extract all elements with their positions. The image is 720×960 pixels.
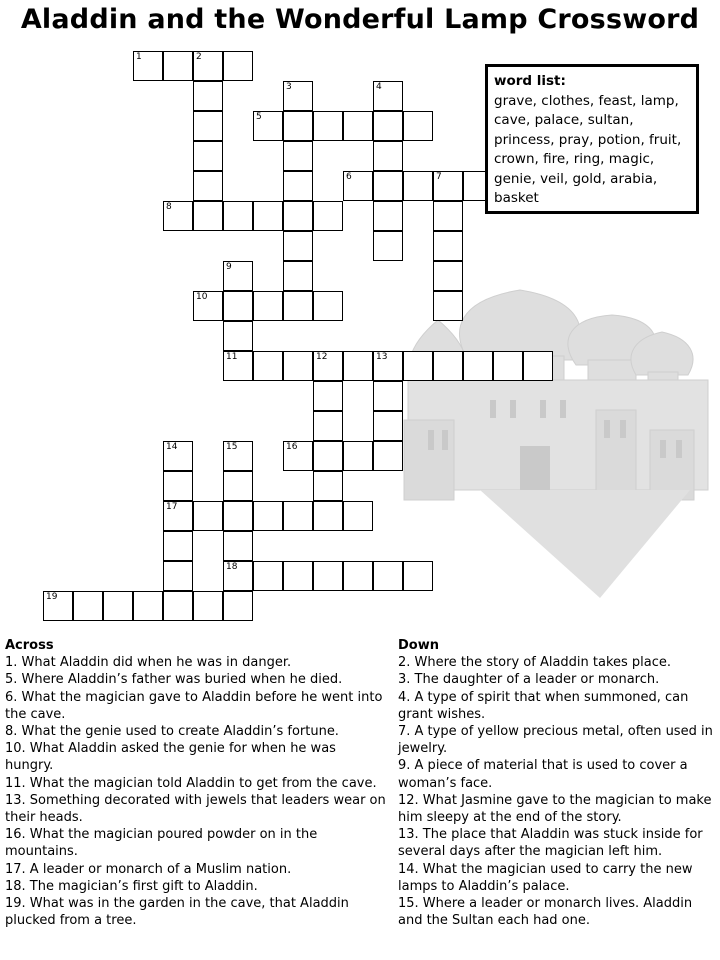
clue-across-5: 5. Where Aladdin’s father was buried when he died.	[5, 672, 343, 688]
clue-down-2: 2. Where the story of Aladdin takes place.	[398, 655, 672, 671]
grid-cell[interactable]	[433, 171, 463, 201]
grid-cell[interactable]	[343, 441, 373, 471]
clue-across-8: 8. What the genie used to create Aladdin’s fortune.	[5, 724, 339, 740]
grid-cell[interactable]	[283, 201, 313, 231]
grid-cell[interactable]	[313, 381, 343, 411]
grid-cell[interactable]	[373, 231, 403, 261]
grid-cell[interactable]	[193, 171, 223, 201]
grid-cell[interactable]	[253, 501, 283, 531]
grid-cell[interactable]	[163, 201, 193, 231]
grid-cell[interactable]	[433, 201, 463, 231]
grid-cell[interactable]	[343, 111, 373, 141]
grid-cell[interactable]	[133, 591, 163, 621]
grid-cell[interactable]	[223, 351, 253, 381]
grid-cell[interactable]	[223, 591, 253, 621]
grid-cell[interactable]	[433, 291, 463, 321]
clue-number: 7	[436, 172, 442, 182]
grid-cell[interactable]	[253, 351, 283, 381]
clue-number: 10	[196, 292, 208, 302]
grid-cell[interactable]	[193, 141, 223, 171]
grid-cell[interactable]	[373, 171, 403, 201]
clue-across-1: 1. What Aladdin did when he was in danger.	[5, 655, 292, 671]
grid-cell[interactable]	[223, 441, 253, 471]
grid-cell[interactable]	[73, 591, 103, 621]
grid-cell[interactable]	[43, 591, 73, 621]
grid-cell[interactable]	[313, 411, 343, 441]
clue-number: 9	[226, 262, 232, 272]
grid-cell[interactable]	[373, 351, 403, 381]
grid-cell[interactable]	[193, 111, 223, 141]
clue-number: 6	[346, 172, 352, 182]
grid-cell[interactable]	[403, 171, 433, 201]
grid-cell[interactable]	[253, 201, 283, 231]
clue-number: 3	[286, 82, 292, 92]
grid-cell[interactable]	[163, 501, 193, 531]
grid-cell[interactable]	[283, 261, 313, 291]
grid-cell[interactable]	[193, 51, 223, 81]
grid-cell[interactable]	[223, 51, 253, 81]
grid-cell[interactable]	[373, 441, 403, 471]
grid-cell[interactable]	[403, 111, 433, 141]
grid-cell[interactable]	[523, 351, 553, 381]
grid-cell[interactable]	[283, 141, 313, 171]
grid-cell[interactable]	[313, 441, 343, 471]
grid-cell[interactable]	[193, 201, 223, 231]
clue-number: 16	[286, 442, 298, 452]
clue-number: 18	[226, 562, 238, 572]
grid-cell[interactable]	[433, 351, 463, 381]
clue-down-14: 14. What the magician used to carry the new lamps to Aladdin’s palace.	[398, 861, 693, 894]
grid-cell[interactable]	[403, 561, 433, 591]
clue-number: 13	[376, 352, 388, 362]
page-title: Aladdin and the Wonderful Lamp Crossword	[20, 4, 700, 35]
clue-down-3: 3. The daughter of a leader or monarch.	[398, 672, 660, 688]
clue-down-13: 13. The place that Aladdin was stuck inside for several days after the magician left him.	[398, 827, 703, 860]
clue-number: 5	[256, 112, 262, 122]
grid-cell[interactable]	[343, 561, 373, 591]
clue-number: 14	[166, 442, 178, 452]
grid-cell[interactable]	[313, 201, 343, 231]
grid-cell[interactable]	[283, 291, 313, 321]
grid-cell[interactable]	[283, 351, 313, 381]
grid-cell[interactable]	[133, 51, 163, 81]
grid-cell[interactable]	[433, 261, 463, 291]
grid-cell[interactable]	[223, 531, 253, 561]
clue-down-12: 12. What Jasmine gave to the magician to make him sleepy at the end of the story.	[398, 792, 712, 826]
grid-cell[interactable]	[163, 471, 193, 501]
grid-cell[interactable]	[373, 111, 403, 141]
grid-cell[interactable]	[193, 81, 223, 111]
grid-cell[interactable]	[223, 291, 253, 321]
grid-cell[interactable]	[373, 141, 403, 171]
clue-number: 12	[316, 352, 328, 362]
grid-cell[interactable]	[433, 231, 463, 261]
grid-cell[interactable]	[313, 111, 343, 141]
across-clues	[5, 637, 387, 929]
grid-cell[interactable]	[223, 501, 253, 531]
grid-cell[interactable]	[313, 291, 343, 321]
clue-across-16: 16. What the magician poured powder on in the mountains.	[5, 827, 318, 860]
grid-cell[interactable]	[373, 381, 403, 411]
grid-cell[interactable]	[163, 51, 193, 81]
clue-across-13: 13. Something decorated with jewels that leaders wear on their heads.	[5, 792, 386, 826]
grid-cell[interactable]	[193, 291, 223, 321]
down-clues	[398, 637, 716, 929]
grid-cell[interactable]	[373, 201, 403, 231]
word-list-box	[485, 64, 699, 214]
clue-down-4: 4. A type of spirit that when summoned, can grant wishes.	[398, 689, 689, 722]
grid-cell[interactable]	[283, 441, 313, 471]
grid-cell[interactable]	[223, 321, 253, 351]
grid-cell[interactable]	[313, 501, 343, 531]
grid-cell[interactable]	[223, 561, 253, 591]
clue-number: 2	[196, 52, 202, 62]
clue-across-17: 17. A leader or monarch of a Muslim nation.	[5, 861, 292, 877]
clue-number: 15	[226, 442, 238, 452]
clue-across-10: 10. What Aladdin asked the genie for when he was hungry.	[5, 741, 336, 774]
grid-cell[interactable]	[163, 561, 193, 591]
grid-cell[interactable]	[283, 501, 313, 531]
down-heading: Down	[398, 638, 439, 653]
grid-cell[interactable]	[163, 531, 193, 561]
grid-cell[interactable]	[343, 171, 373, 201]
grid-cell[interactable]	[283, 81, 313, 111]
across-heading: Across	[5, 638, 54, 653]
grid-cell[interactable]	[163, 441, 193, 471]
grid-cell[interactable]	[283, 561, 313, 591]
grid-cell[interactable]	[223, 471, 253, 501]
grid-cell[interactable]	[463, 351, 493, 381]
grid-cell[interactable]	[373, 561, 403, 591]
clue-number: 17	[166, 502, 178, 512]
clue-down-15: 15. Where a leader or monarch lives. Aladdin and the Sultan each had one.	[398, 896, 693, 929]
grid-cell[interactable]	[313, 351, 343, 381]
grid-cell[interactable]	[313, 471, 343, 501]
grid-cell[interactable]	[283, 171, 313, 201]
clue-across-19: 19. What was in the garden in the cave, that Aladdin plucked from a tree.	[5, 896, 349, 929]
clue-number: 1	[136, 52, 142, 62]
clue-across-6: 6. What the magician gave to Aladdin before he went into the cave.	[5, 689, 383, 722]
grid-cell[interactable]	[253, 111, 283, 141]
grid-cell[interactable]	[253, 561, 283, 591]
clue-down-7: 7. A type of yellow precious metal, often used in jewelry.	[398, 724, 713, 757]
clue-across-11: 11. What the magician told Aladdin to get from the cave.	[5, 775, 377, 791]
clue-down-9: 9. A piece of material that is used to cover a woman’s face.	[398, 758, 688, 791]
grid-cell[interactable]	[253, 291, 283, 321]
grid-cell[interactable]	[373, 411, 403, 441]
grid-cell[interactable]	[223, 261, 253, 291]
clue-number: 4	[376, 82, 382, 92]
grid-cell[interactable]	[193, 501, 223, 531]
grid-cell[interactable]	[163, 591, 193, 621]
grid-cell[interactable]	[403, 351, 433, 381]
grid-cell[interactable]	[343, 351, 373, 381]
grid-cell[interactable]	[343, 501, 373, 531]
grid-cell[interactable]	[193, 591, 223, 621]
grid-cell[interactable]	[223, 201, 253, 231]
grid-cell[interactable]	[373, 81, 403, 111]
grid-cell[interactable]	[283, 231, 313, 261]
word-list-words: grave, clothes, feast, lamp, cave, palace, sultan, princess, pray, potion, fruit, crown, fire, ring, magic, genie, veil, gold, arabia, basket	[494, 92, 682, 206]
clue-number: 8	[166, 202, 172, 212]
grid-cell[interactable]	[283, 111, 313, 141]
clue-number: 11	[226, 352, 238, 362]
grid-cell[interactable]	[313, 561, 343, 591]
clue-number: 19	[46, 592, 58, 602]
clue-across-18: 18. The magician’s first gift to Aladdin.	[5, 878, 258, 894]
grid-cell[interactable]	[103, 591, 133, 621]
word-list-heading: word list:	[494, 73, 566, 89]
grid-cell[interactable]	[493, 351, 523, 381]
